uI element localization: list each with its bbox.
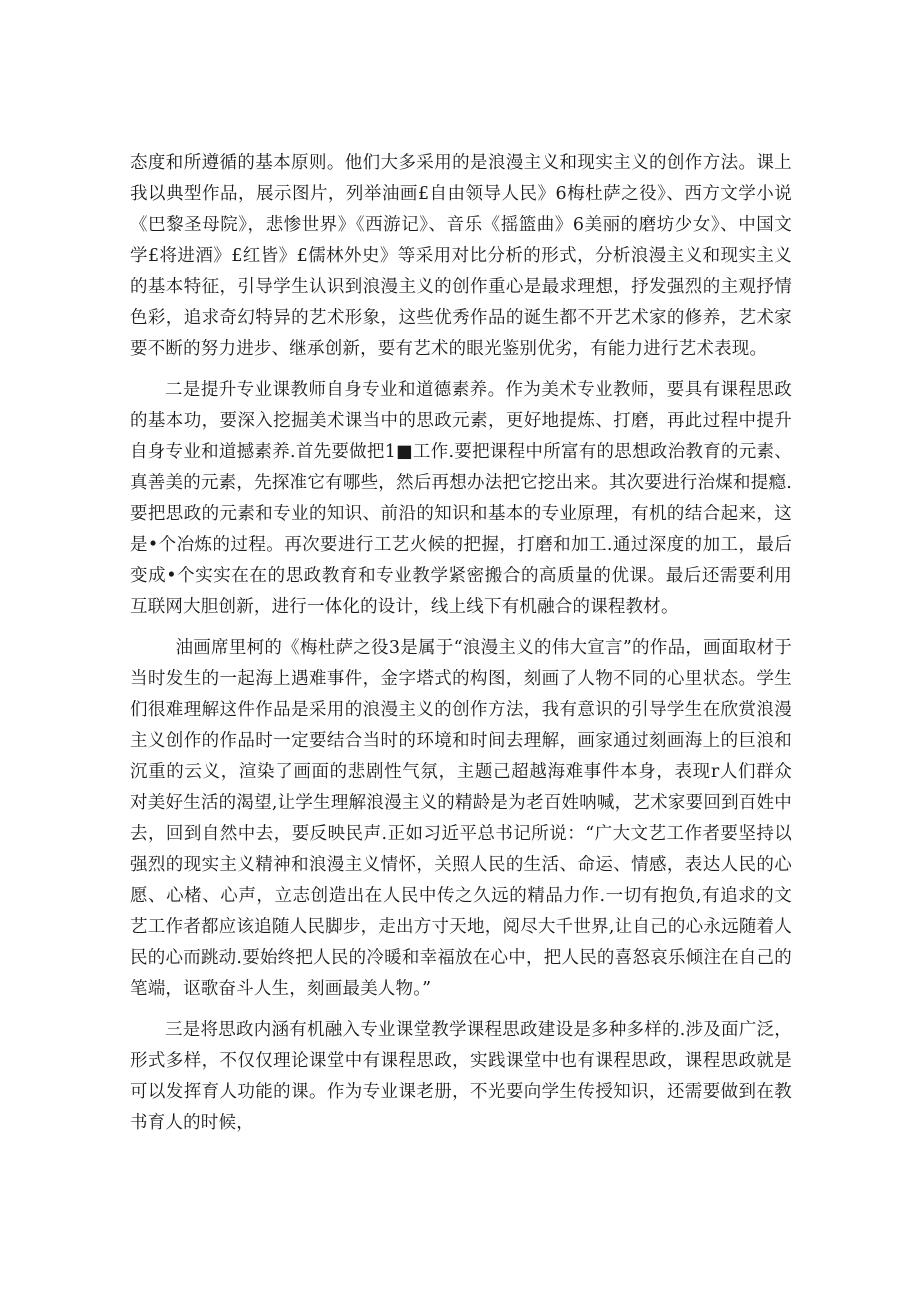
paragraph-continuation: 态度和所遵循的基本原则。他们大多采用的是浪漫主义和现实主义的创作方法。课上我以典型作品，展示图片，列举油画£自由领导人民》6梅杜萨之役》、西方文学小说《巴黎圣母院》，悲惨世界》《西游记》、音乐《摇篮曲》6美丽的磨坊少女》、中国文学£将进酒》£红皆》£儒林外史》等采用对比分析的形式，分析浪漫主义和现实主义的基本特征，引导学生认识到浪漫主义的创作重心是最求理想，抒发强烈的主观抒情色彩，追求奇幻特异的艺术形象，这些优秀作品的诞生都不开艺术家的修养，艺术家要不断的努力进步、继承创新，要有艺术的眼光鉴别优劣，有能力进行艺术表现。: [130, 153, 792, 359]
paragraph-raft-of-medusa: 油画席里柯的《梅杜萨之役3是属于“浪漫主义的伟大宣言”的作品，画面取材于当时发生的一起海上遇难事件，金字塔式的构图，刻画了人物不同的心里状态。学生们很难理解这件作品是采用的浪漫主义的创作方法，我有意识的引导学生在欣赏浪漫主义创作的作品时一定要结合当时的环境和时间去理解，画家通过刻画海上的巨浪和沉重的云义，渲染了画面的悲剧性气氛，主题己超越海难事件本身，表现r人们群众对美好生活的渴望,让学生理解浪漫主义的精龄是为老百姓呐喊，艺术家要回到百姓中去，回到自然中去，要反映民声.正如习近平总书记所说：“广大文艺工作者要坚持以强烈的现实主义精神和浪漫主义情怀，关照人民的生活、命运、情感，表达人民的心愿、心楮、心声，立志创造出在人民中传之久远的精品力作.一切有抱负,有追求的文艺工作者都应该追随人民脚步，走出方寸天地，阅尽大千世界,让自己的心永远随着人民的心而跳动.要始终把人民的冷暖和幸福放在心中，把人民的喜怒哀乐倾注在自己的笔端，讴歌奋斗人生，刻画最美人物。”: [130, 638, 792, 999]
body-text: [130, 148, 792, 1149]
paragraph-teacher-literacy: 二是提升专业课教师自身专业和道德素养。作为美术专业教师，要具有课程思政的基本功，要深入挖掘美术课当中的思政元素，更好地提炼、打磨，再此过程中提升自身专业和道撼素养.首先要做把1■工作.要把课程中所富有的思想政治教育的元素、真善美的元素，先探准它有哪些，然后再想办法把它挖出来。其次要进行治煤和提瘾.要把思政的元素和专业的知识、前沿的知识和基本的专业原理，有机的结合起来，这是•个冶炼的过程。再次要进行工艺火候的把握，打磨和加工.通过深度的加工，最后变成•个实实在在的思政教育和专业教学紧密搬合的高质量的优课。最后还需要利用互联网大胆创新，进行一体化的设计，线上线下有机融合的课程教材。: [130, 380, 792, 617]
paragraph-integration: 三是将思政内涵有机融入专业课堂教学课程思政建设是多种多样的.涉及面广泛，形式多样，不仅仅理论课堂中有课程思政，实践课堂中也有课程思政，课程思政就是可以发挥育人功能的课。作为专业课老册，不光要向学生传授知识，还需要做到在教书育人的时候，: [130, 1020, 792, 1133]
